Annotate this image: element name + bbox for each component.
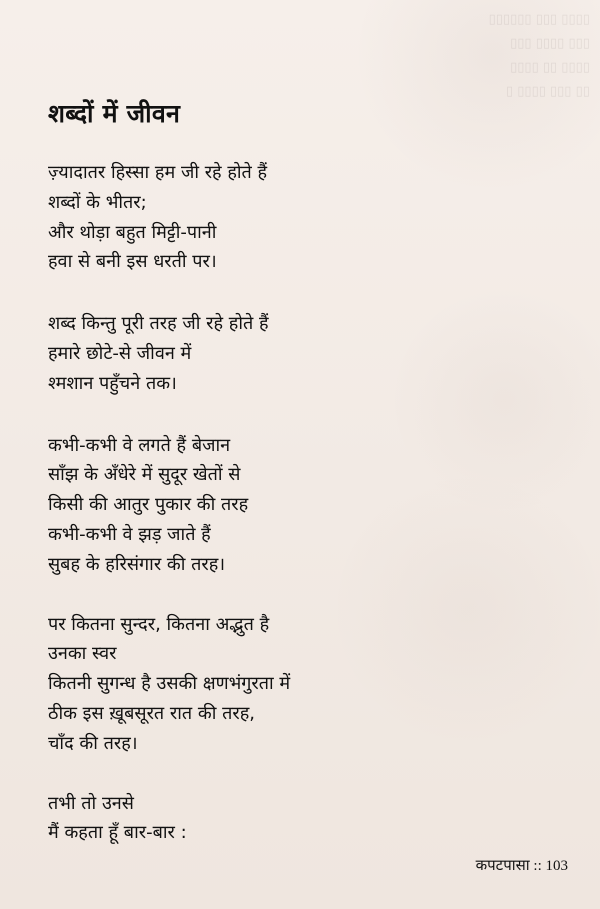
stanza-3 (48, 431, 548, 580)
poem-line: ठीक इस ख़ूबसूरत रात की तरह, (48, 702, 256, 724)
poem-line: साँझ के अँधेरे में सुदूर खेतों से (48, 464, 241, 486)
poem-line: हवा से बनी इस धरती पर। (48, 251, 217, 273)
book-title: कपटपासा (475, 856, 530, 874)
page-number: 103 (545, 858, 568, 874)
stanza-5 (48, 789, 548, 849)
poem-line: तभी तो उनसे (48, 792, 134, 814)
footer-separator: :: (533, 858, 542, 874)
poem-line: चाँद की तरह। (48, 732, 138, 754)
poem-line: किसी की आतुर पुकार की तरह (48, 494, 249, 516)
poem-line: सुबह के हरिसंगार की तरह। (48, 553, 226, 575)
poem-line: हमारे छोटे-से जीवन में (48, 342, 192, 364)
poem-line: कितनी सुगन्ध है उसकी क्षणभंगुरता में (48, 673, 291, 695)
poem-line: उनका स्वर (48, 643, 117, 665)
stanza-2 (48, 309, 548, 398)
poem-line: ज़्यादातर हिस्सा हम जी रहे होते हैं (48, 162, 268, 183)
poem-title: शब्दों में जीवन (48, 98, 181, 128)
poem-line: शब्दों के भीतर; (48, 191, 147, 213)
stanza-1 (48, 158, 548, 277)
poem-line: और थोड़ा बहुत मिट्टी-पानी (48, 221, 217, 243)
poem-line: पर कितना सुन्दर, कितना अद्भुत है (48, 613, 270, 635)
poem-line: कभी-कभी वे लगते हैं बेजान (48, 434, 231, 456)
poem-line: शब्द किन्तु पूरी तरह जी रहे होते हैं (48, 313, 269, 335)
show-through-text: ▯▯▯▯ ▯▯▯ ▯▯▯▯▯▯ ▯▯▯ ▯▯▯▯ ▯▯▯ ▯▯▯▯ ▯▯ ▯▯▯▯ ▯▯ ▯▯▯ ▯▯▯▯ ▯ (488, 12, 590, 99)
poem-line: मैं कहता हूँ बार-बार : (48, 822, 187, 844)
stanza-4 (48, 610, 548, 759)
poem-body (48, 158, 548, 848)
poem-line: कभी-कभी वे झड़ जाते हैं (48, 523, 211, 545)
poem-line: श्मशान पहुँचने तक। (48, 372, 177, 394)
page-footer (476, 858, 568, 874)
